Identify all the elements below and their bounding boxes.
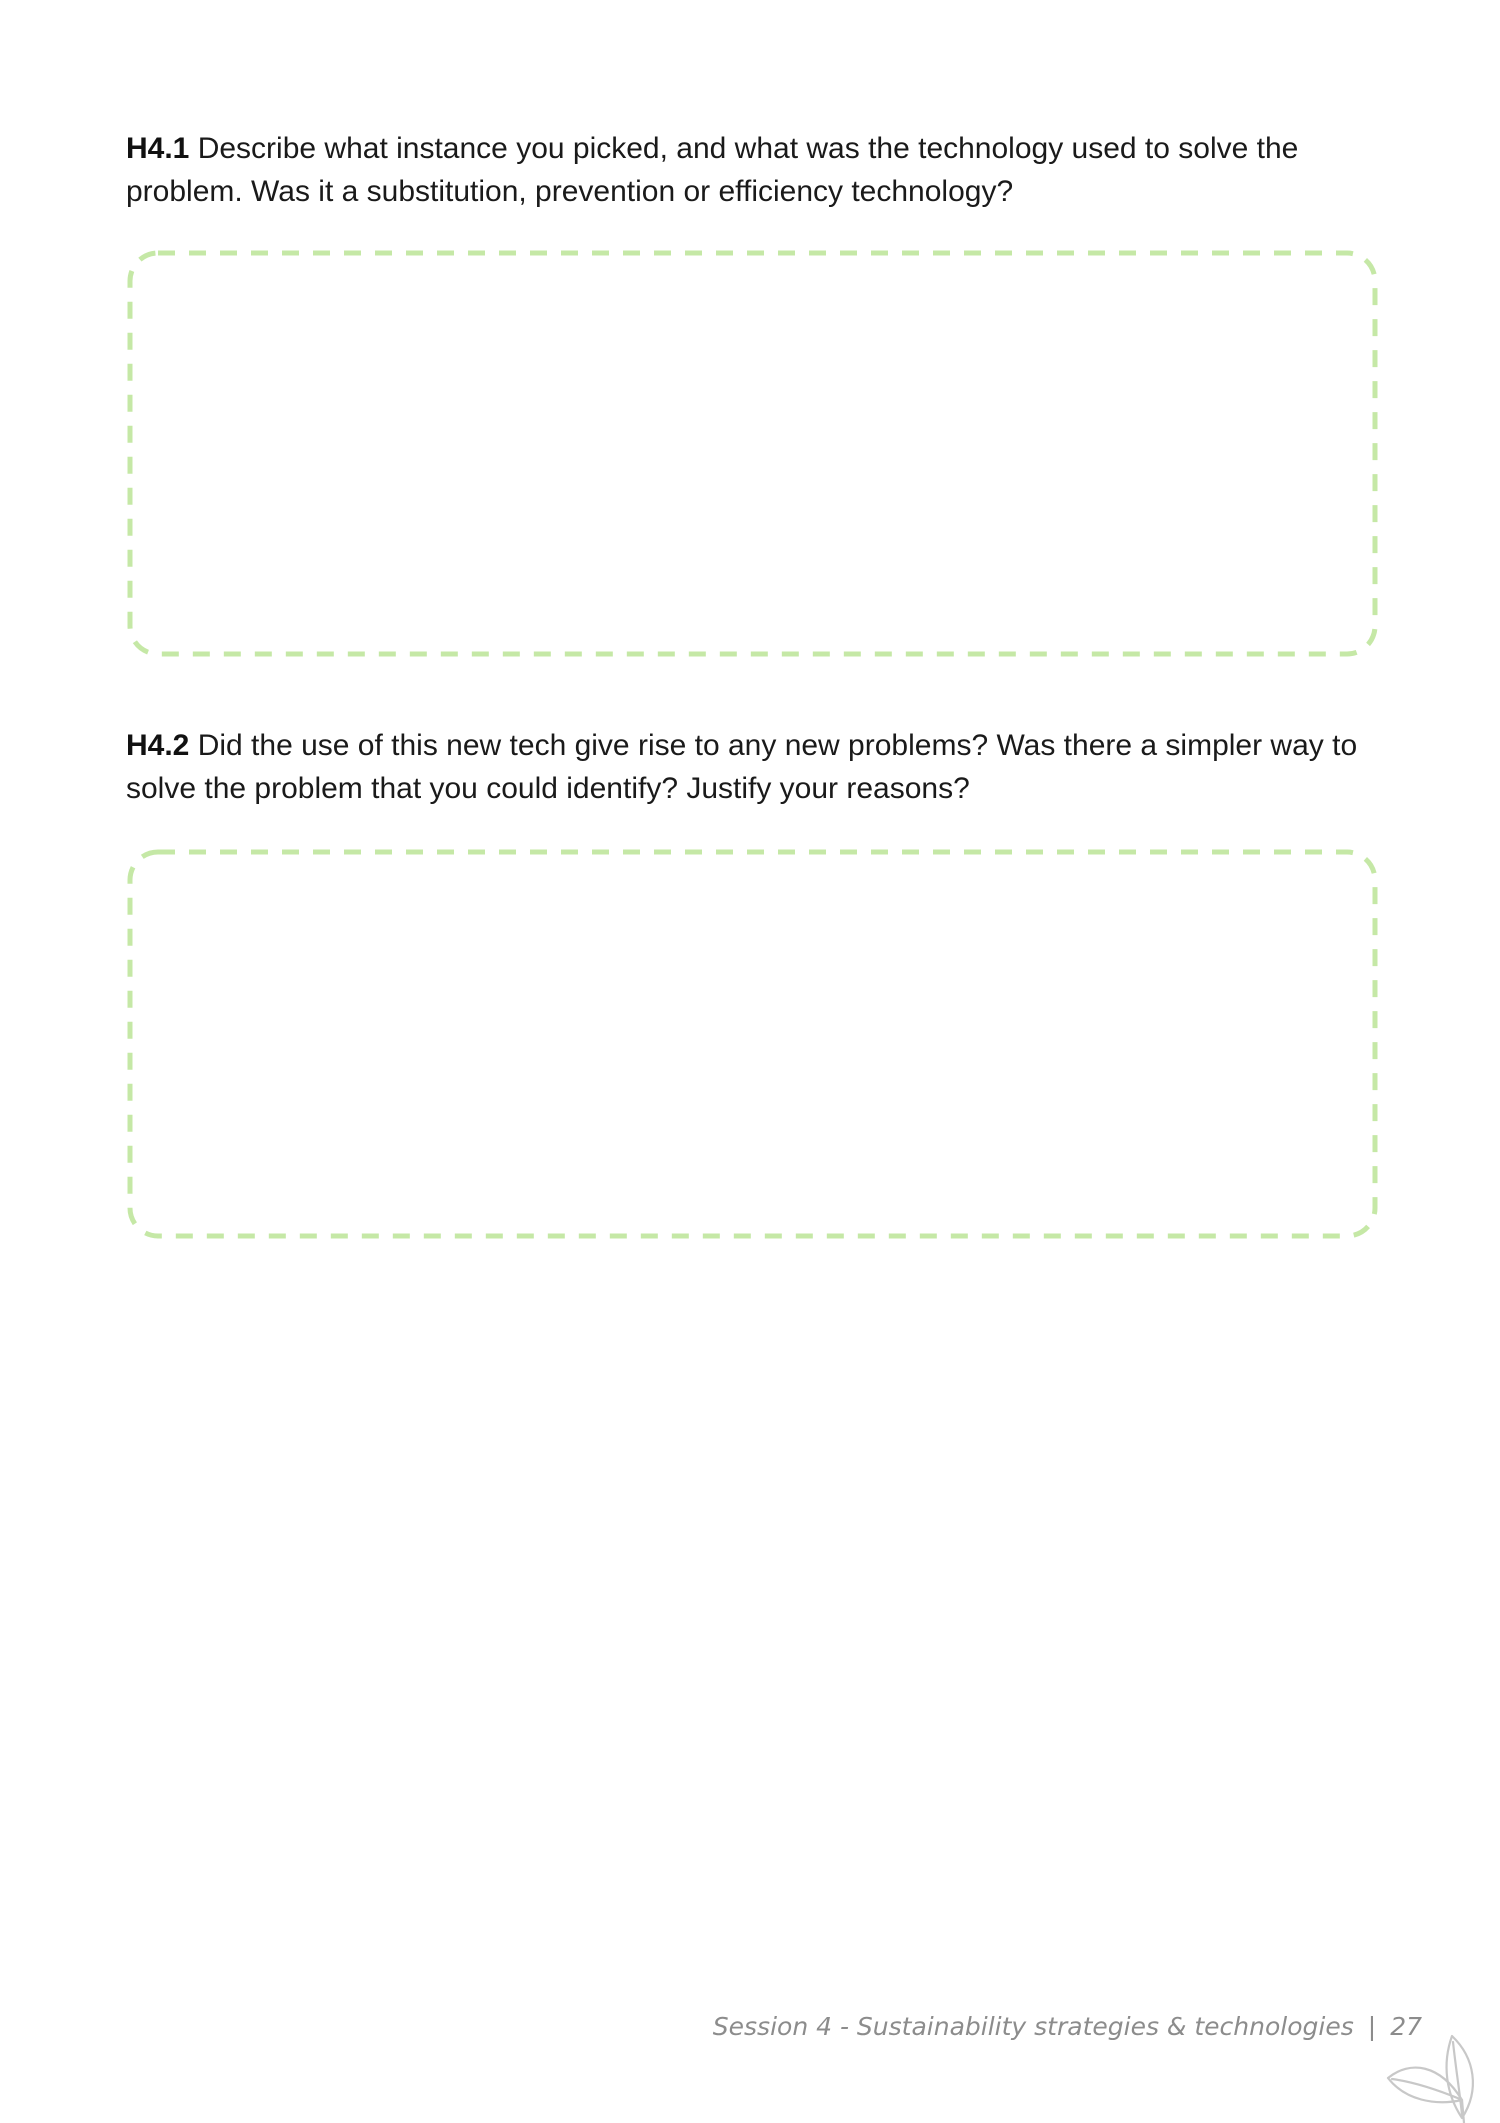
footer-section-title: Session 4 - Sustainability strategies & technologies [712, 2012, 1354, 2041]
question-h4-1 [126, 127, 1376, 213]
question-text: Did the use of this new tech give rise to any new problems? Was there a simpler way to solve the problem that you could identify? Justify your reasons? [126, 729, 1358, 805]
question-id: H4.2 [126, 729, 190, 762]
question-id: H4.1 [126, 132, 190, 165]
answer-box-h4-1[interactable] [127, 250, 1378, 657]
leaf-icon [1380, 2030, 1490, 2123]
question-text: Describe what instance you picked, and what was the technology used to solve the problem. Was it a substitution, prevention or efficiency technology? [126, 132, 1299, 208]
dashed-border [127, 849, 1378, 1239]
page-footer [713, 2012, 1422, 2041]
dashed-border [127, 250, 1378, 657]
question-h4-2 [126, 724, 1376, 810]
footer-separator: | [1367, 2012, 1377, 2041]
page-number: 27 [1390, 2012, 1422, 2041]
answer-box-h4-2[interactable] [127, 849, 1378, 1239]
